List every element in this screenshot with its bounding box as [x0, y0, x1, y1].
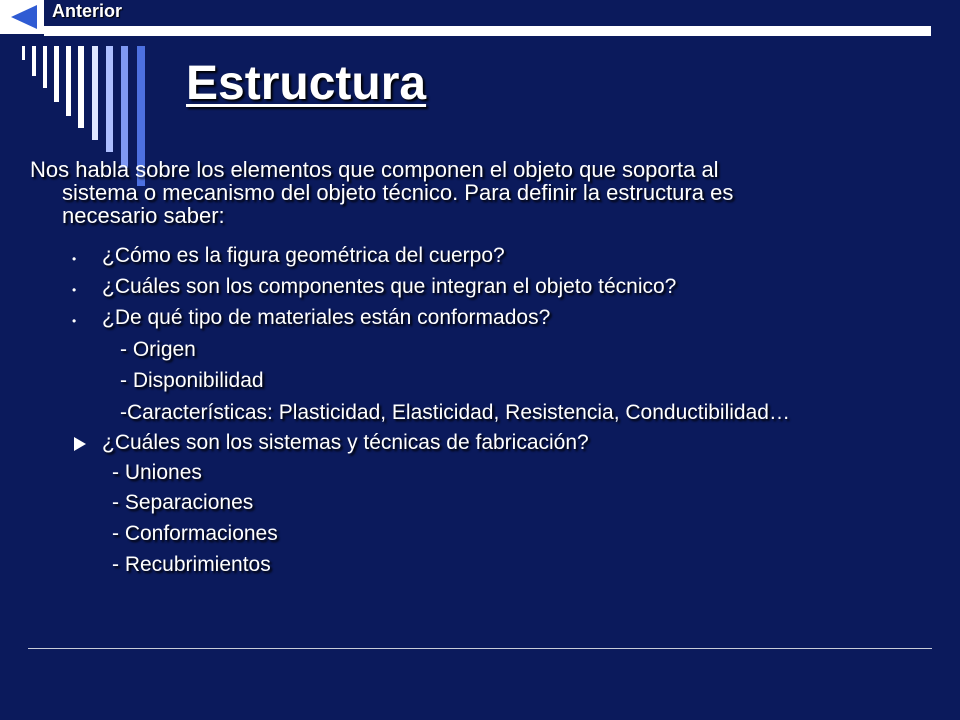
sub-item: -Características: Plasticidad, Elasticidad, Resistencia, Conductibilidad… [120, 401, 790, 424]
list-item: ¿Cómo es la figura geométrica del cuerpo? [102, 244, 505, 267]
arrow-bullet-icon [74, 437, 86, 451]
intro-paragraph [30, 158, 930, 227]
sub-item: - Separaciones [112, 491, 254, 514]
slide-title: Estructura [186, 57, 427, 110]
intro-line-3: necesario saber: [62, 203, 225, 228]
bullet-dot: • [72, 252, 77, 266]
sub-item: - Uniones [112, 461, 202, 484]
bullet-dot: • [72, 283, 77, 297]
sub-item: - Origen [120, 338, 196, 361]
sub-item: - Disponibilidad [120, 369, 264, 392]
sub-item: - Recubrimientos [112, 553, 271, 576]
list-item: ¿Cuáles son los sistemas y técnicas de fabricación? [102, 431, 589, 454]
intro-line-2: sistema o mecanismo del objeto técnico. Para definir la estructura es [62, 180, 734, 205]
bottom-divider [28, 648, 932, 649]
previous-label[interactable]: Anterior [52, 1, 123, 21]
list-item: ¿De qué tipo de materiales están conformados? [102, 306, 551, 329]
top-divider [44, 26, 931, 36]
intro-line-1: Nos habla sobre los elementos que componen el objeto que soporta al [30, 157, 719, 182]
sub-item: - Conformaciones [112, 522, 278, 545]
list-item: ¿Cuáles son los componentes que integran el objeto técnico? [102, 275, 677, 298]
triangle-left-icon[interactable] [0, 0, 44, 34]
bullet-dot: • [72, 314, 77, 328]
